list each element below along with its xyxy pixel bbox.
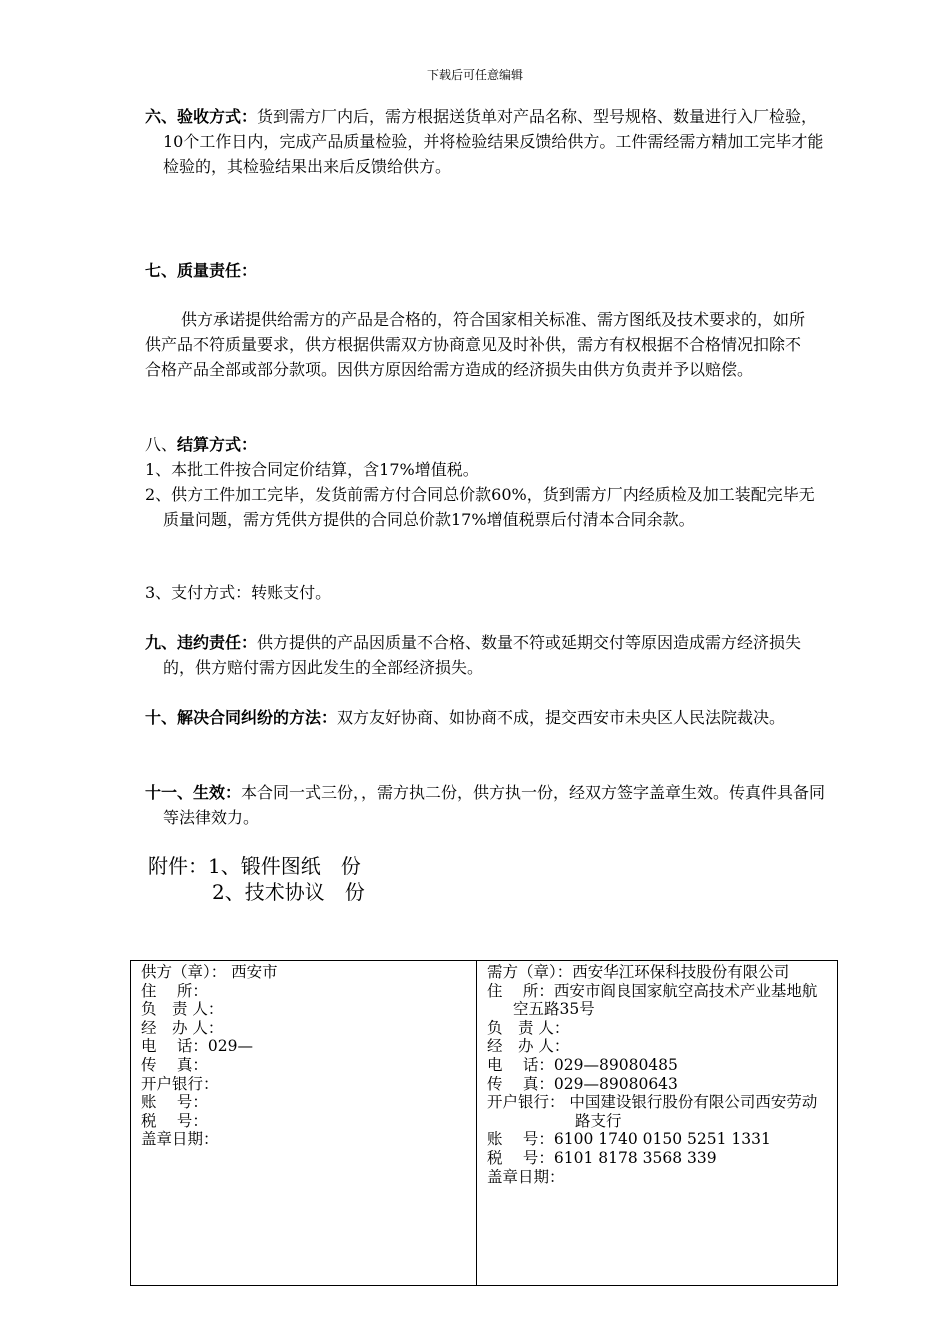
buyer-phone: 电 话：029—89080485 [487, 1055, 678, 1074]
buyer-person: 负 责 人： [487, 1018, 570, 1037]
buyer-tax: 税 号：6101 8178 3568 339 [487, 1148, 717, 1167]
section-9-text: 供方提供的产品因质量不合格、数量不符或延期交付等原因造成需方经济损失的，供方赔付需方因此发生的全部经济损失。 [163, 633, 802, 677]
attachments-line-1: 附件：1、锻件图纸 份 [148, 854, 361, 878]
section-10-title: 十、解决合同纠纷的方法： [145, 708, 338, 727]
supplier-address: 住 所： [141, 981, 208, 1000]
supplier-fax: 传 真： [141, 1055, 208, 1074]
supplier-column [131, 961, 477, 1285]
buyer-name: 需方（章）：西安华江环保科技股份有限公司 [487, 963, 790, 981]
signature-table [130, 960, 838, 1286]
section-9-title: 九、违约责任： [145, 633, 258, 652]
supplier-bank: 开户银行： [141, 1074, 219, 1093]
buyer-fax: 传 真：029—89080643 [487, 1074, 678, 1093]
buyer-column [477, 961, 837, 1285]
section-8-title [145, 432, 810, 457]
section-9 [145, 630, 828, 680]
supplier-account: 账 号： [141, 1093, 208, 1112]
buyer-bank: 开户银行： 中国建设银行股份有限公司西安劳动路支行 [487, 1093, 818, 1130]
section-11-title: 十一、生效： [145, 783, 242, 802]
supplier-agent: 经 办 人： [141, 1018, 224, 1037]
section-10 [145, 705, 828, 730]
section-11 [145, 780, 828, 830]
section-8-item-1: 1、本批工件按合同定价结算，含17%增值税。 [145, 460, 479, 479]
buyer-agent: 经 办 人： [487, 1037, 570, 1056]
section-7-text: 供方承诺提供给需方的产品是合格的，符合国家相关标准、需方图纸及技术要求的，如所供产品不符质量要求，供方根据供需双方协商意见及时补供，需方有权根据不合格情况扣除不合格产品全部或部分款项。因供方原因给需方造成的经济损失由供方负责并予以赔偿。 [145, 310, 806, 379]
section-10-text: 双方友好协商、如协商不成，提交西安市未央区人民法院裁决。 [337, 708, 786, 727]
supplier-person: 负 责 人： [141, 1000, 224, 1019]
supplier-tax: 税 号： [141, 1111, 208, 1130]
buyer-date: 盖章日期： [487, 1167, 565, 1186]
section-8-number: 八、 [145, 435, 178, 454]
section-6 [145, 104, 828, 179]
section-6-text: 货到需方厂内后，需方根据送货单对产品名称、型号规格、数量进行入厂检验，10个工作日内，完成产品质量检验，并将检验结果反馈给供方。工件需经需方精加工完毕才能检验的，其检验结果出来后反馈给供方。 [163, 107, 824, 176]
supplier-phone: 电 话：029— [141, 1037, 254, 1056]
buyer-address: 住 所：西安市阎良国家航空高技术产业基地航空五路35号 [487, 981, 818, 1019]
section-6-title: 六、验收方式： [145, 107, 258, 126]
supplier-name: 供方（章）： 西安市 [141, 963, 278, 981]
section-8-item-3: 3、支付方式：转账支付。 [145, 583, 332, 602]
section-11-text: 本合同一式三份，，需方执二份，供方执一份，经双方签字盖章生效。传真件具备同等法律效力。 [163, 783, 826, 827]
section-8-label: 结算方式： [177, 435, 258, 454]
page-header: 下载后可任意编辑 [426, 68, 523, 82]
buyer-account: 账 号：6100 1740 0150 5251 1331 [487, 1130, 771, 1149]
attachments-line-2: 2、技术协议 份 [212, 880, 365, 904]
section-7-title: 七、质量责任： [145, 261, 258, 280]
supplier-date: 盖章日期： [141, 1130, 219, 1149]
section-8-item-2: 2、供方工件加工完毕，发货前需方付合同总价款60%，货到需方厂内经质检及加工装配完毕无质量问题，需方凭供方提供的合同总价款17%增值税票后付清本合同余款。 [145, 485, 815, 529]
